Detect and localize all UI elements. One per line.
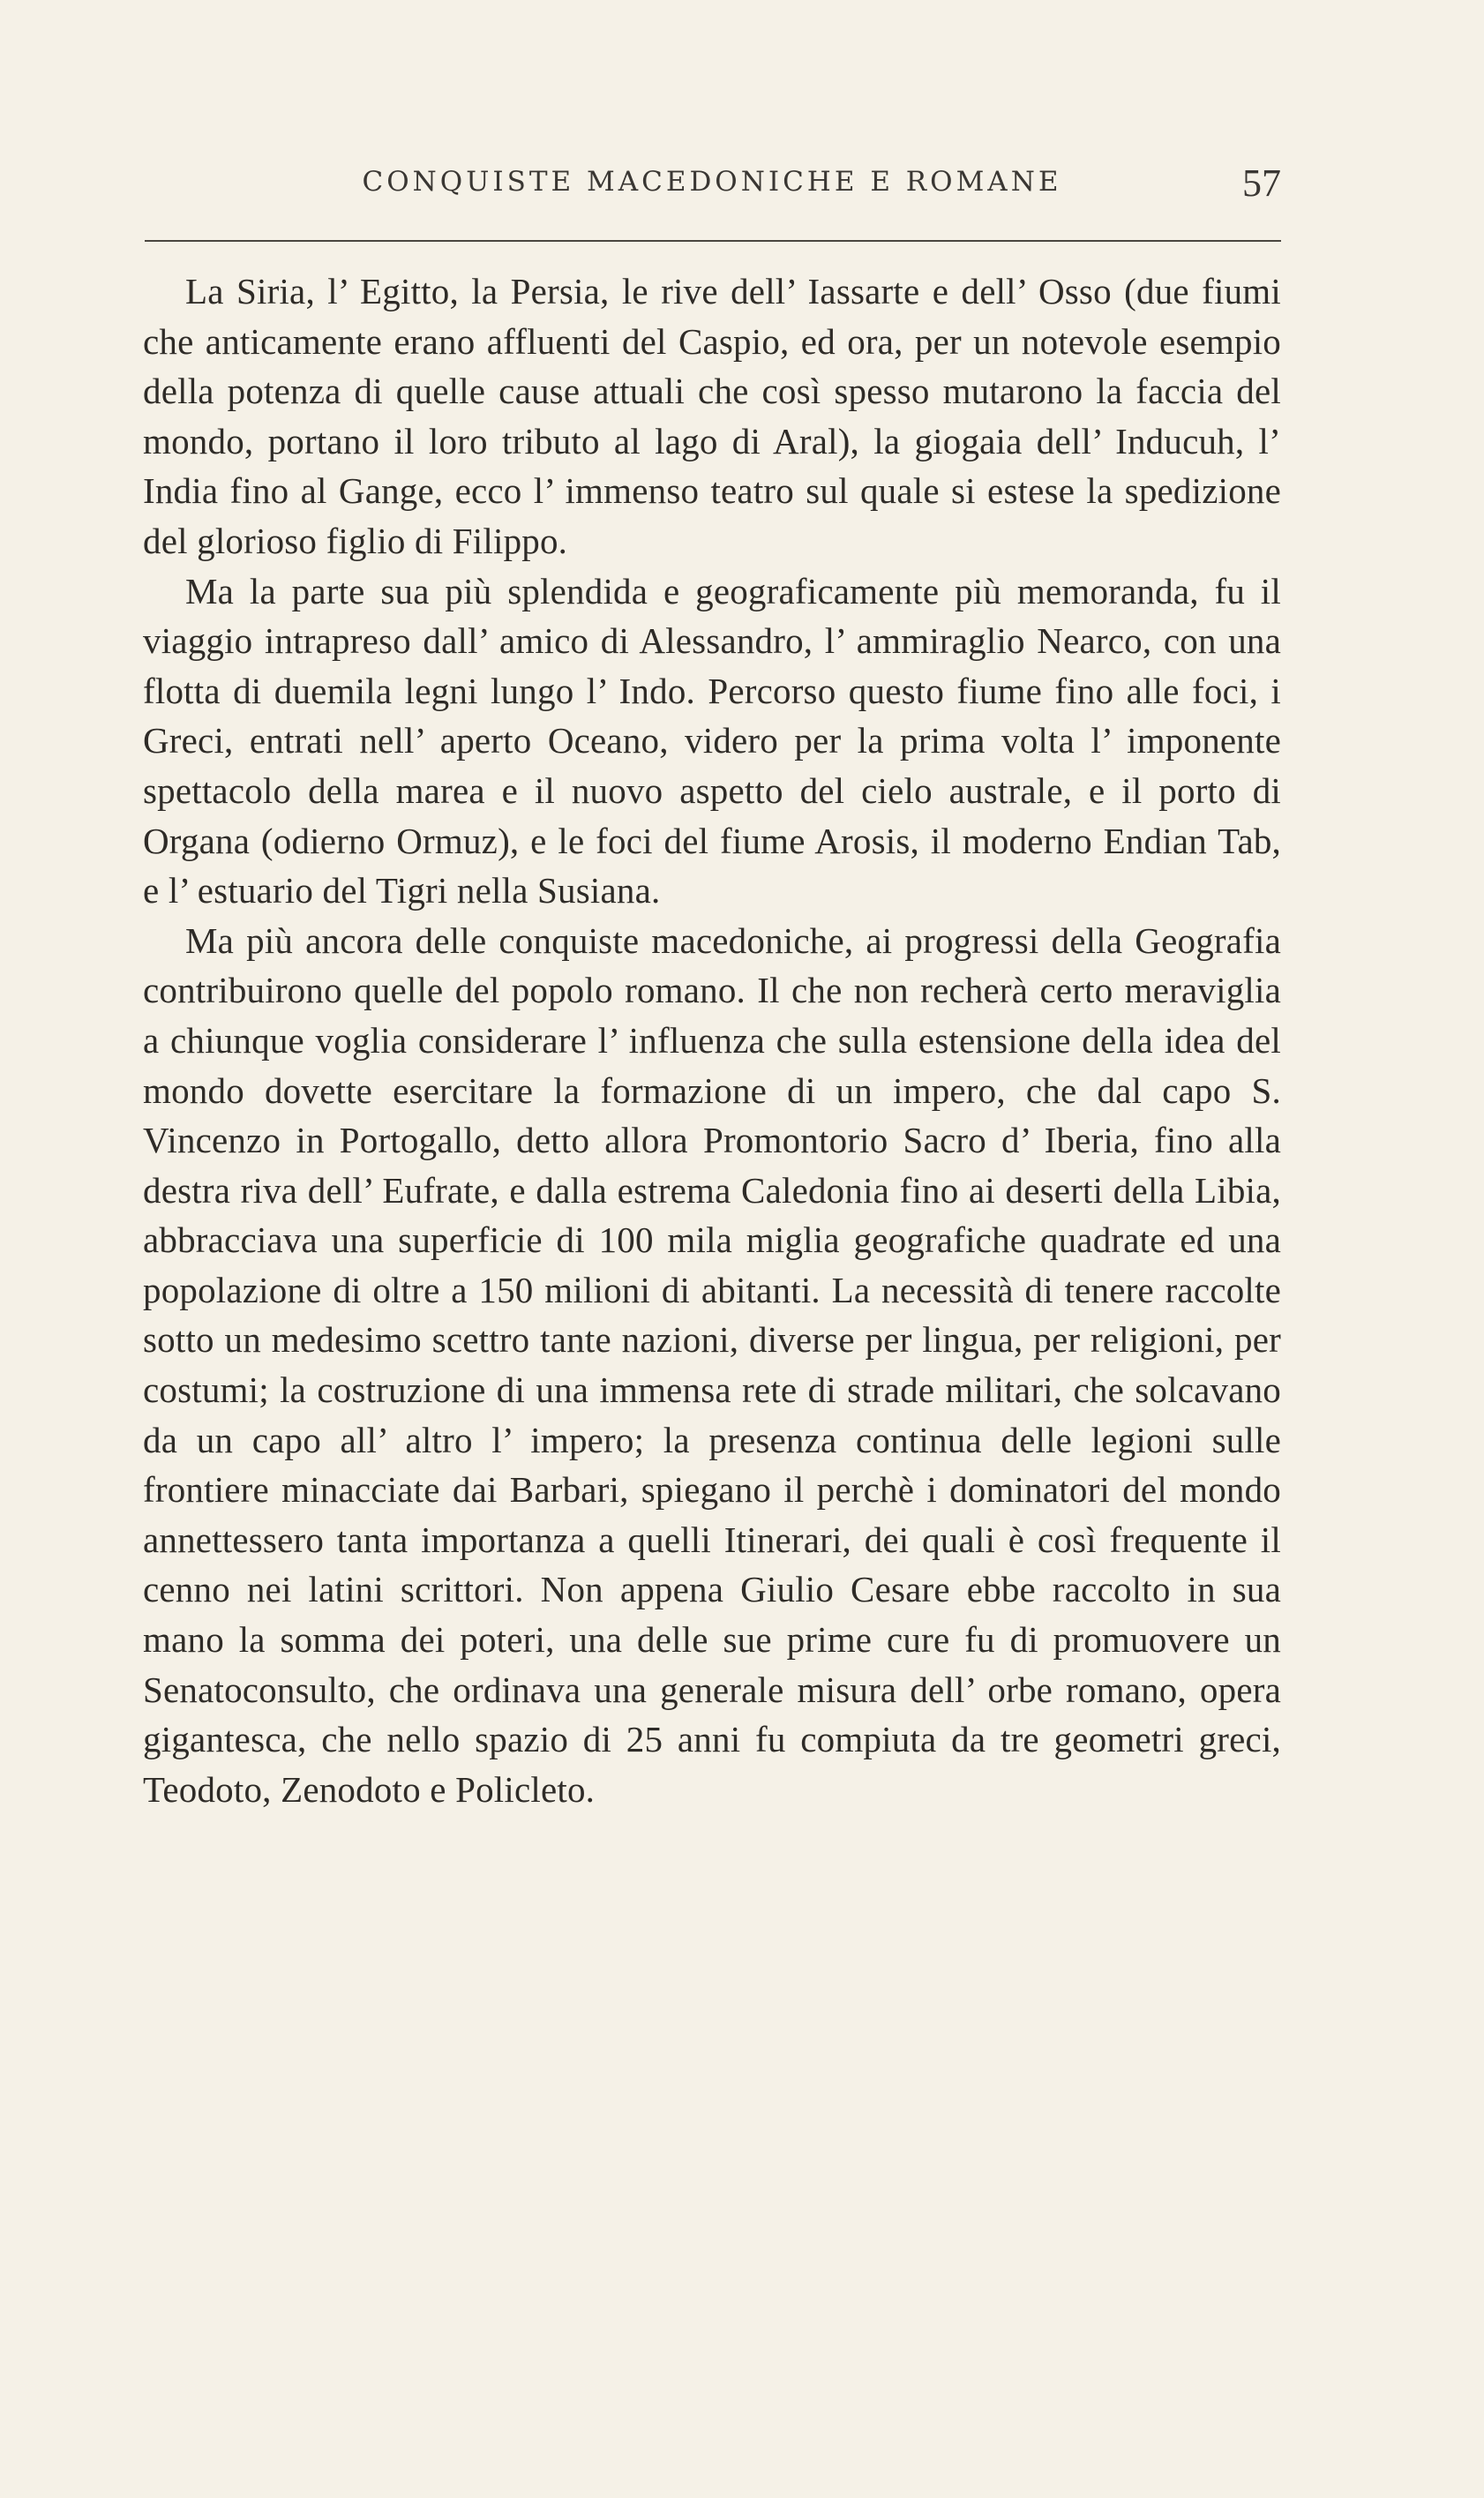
paragraph-2: Ma la parte sua più splendida e geograficamente più memoranda, fu il viaggio intrapreso dall’ amico di Alessandro, l’ ammiraglio Nearco, con una flotta di duemila legni lungo l’ Indo. Percorso questo fiume fino alle foci, i Greci, entrati nell’ aperto Oceano, videro per la prima volta l’ imponente spettacolo della marea e il nuovo aspetto del cielo australe, e il porto di Organa (odierno Ormuz), e le foci del fiume Arosis, il moderno Endian Tab, e l’ estuario del Tigri nella Susiana. <box>143 570 1281 911</box>
running-title: CONQUISTE MACEDONICHE E ROMANE <box>362 166 1062 198</box>
paragraph-1: La Siria, l’ Egitto, la Persia, le rive dell’ Iassarte e dell’ Osso (due fiumi che anticamente erano affluenti del Caspio, ed ora, per un notevole esempio della potenza di quelle cause attuali che così spesso mutarono la faccia del mondo, portano il loro tributo al lago di Aral), la giogaia dell’ Inducuh, l’ India fino al Gange, ecco l’ immenso teatro sul quale si estese la spedizione del glorioso figlio di Filippo. <box>143 271 1281 561</box>
paragraph-3: Ma più ancora delle conquiste macedoniche, ai progressi della Geografia contribuirono quelle del popolo romano. Il che non recherà certo meraviglia a chiunque voglia considerare l’ influenza che sulla estensione della idea del mondo dovette esercitare la formazione di un impero, che dal capo S. Vincenzo in Portogallo, detto allora Promontorio Sacro d’ Iberia, fino alla destra riva dell’ Eufrate, e dalla estrema Caledonia fino ai deserti della Libia, abbracciava una superficie di 100 mila miglia geografiche quadrate ed una popolazione di oltre a 150 milioni di abitanti. La necessità di tenere raccolte sotto un medesimo scettro tante nazioni, diverse per lingua, per religioni, per costumi; la costruzione di una immensa rete di strade militari, che solcavano da un capo all’ altro l’ impero; la presenza continua delle legioni sulle frontiere minacciate dai Barbari, spiegano il perchè i dominatori del mondo annettessero tanta importanza a quelli Itinerari, dei quali è così frequente il cenno nei latini scrittori. Non appena Giulio Cesare ebbe raccolto in sua mano la somma dei poteri, una delle sue prime cure fu di promuovere un Senatoconsulto, che ordinava una generale misura dell’ orbe romano, opera gigantesca, che nello spazio di 25 anni fu compiuta da tre geometri greci, Teodoto, Zenodoto e Policleto. <box>143 919 1281 1810</box>
page-header <box>143 161 1281 219</box>
header-rule <box>145 240 1281 242</box>
page-number: 57 <box>1242 161 1281 205</box>
body-text <box>143 266 1281 1814</box>
